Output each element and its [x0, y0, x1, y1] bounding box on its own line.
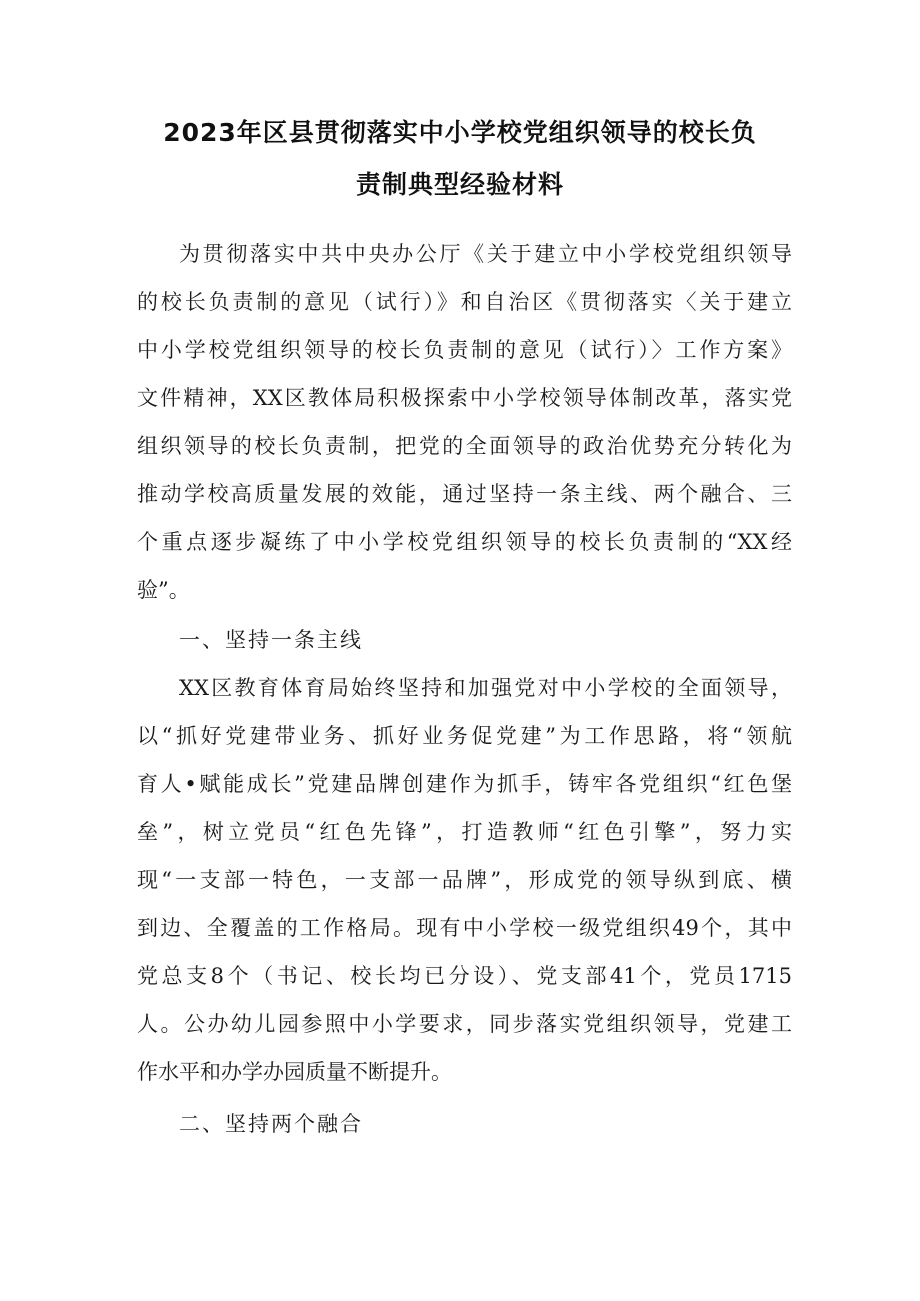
paragraph-line: 为贯彻落实中共中央办公厅《关于建立中小学校党组织领导: [179, 242, 792, 266]
paragraph-line: 作水平和办学办园质量不断提升。: [137, 1060, 452, 1084]
section-2-heading: 二、坚持两个融合: [179, 1112, 363, 1136]
document-title-line-2: 责制典型经验材料: [355, 170, 564, 199]
section-1-heading: 一、坚持一条主线: [179, 628, 363, 652]
paragraph-line: 的校长负责制的意见（试行）》和自治区《贯彻落实〈关于建立: [137, 290, 792, 314]
document-title-line-1: 2023年区县贯彻落实中小学校党组织领导的校长负: [163, 118, 757, 147]
paragraph-line: 文件精神，XX区教体局积极探索中小学校领导体制改革，落实党: [137, 386, 792, 410]
paragraph-line: 垒”，树立党员“红色先锋”，打造教师“红色引擎”，努力实: [137, 820, 792, 844]
paragraph-line: 验”。: [137, 578, 190, 602]
paragraph-line: 个重点逐步凝练了中小学校党组织领导的校长负责制的“XX经: [137, 530, 792, 554]
paragraph-line: XX区教育体育局始终坚持和加强党对中小学校的全面领导，: [179, 676, 792, 700]
paragraph-line: 到边、全覆盖的工作格局。现有中小学校一级党组织49个，其中: [137, 916, 792, 940]
paragraph-line: 人。公办幼儿园参照中小学要求，同步落实党组织领导，党建工: [137, 1012, 792, 1036]
paragraph-line: 现“一支部一特色，一支部一品牌”，形成党的领导纵到底、横: [137, 868, 792, 892]
paragraph-line: 中小学校党组织领导的校长负责制的意见（试行）〉工作方案》: [137, 338, 792, 362]
paragraph-line: 党总支8个（书记、校长均已分设）、党支部41个，党员1715: [137, 964, 792, 988]
paragraph-line: 育人•赋能成长”党建品牌创建作为抓手，铸牢各党组织“红色堡: [137, 772, 792, 796]
paragraph-line: 以“抓好党建带业务、抓好业务促党建”为工作思路，将“领航: [137, 724, 792, 748]
paragraph-line: 组织领导的校长负责制，把党的全面领导的政治优势充分转化为: [137, 434, 792, 458]
paragraph-line: 推动学校高质量发展的效能，通过坚持一条主线、两个融合、三: [137, 482, 792, 506]
